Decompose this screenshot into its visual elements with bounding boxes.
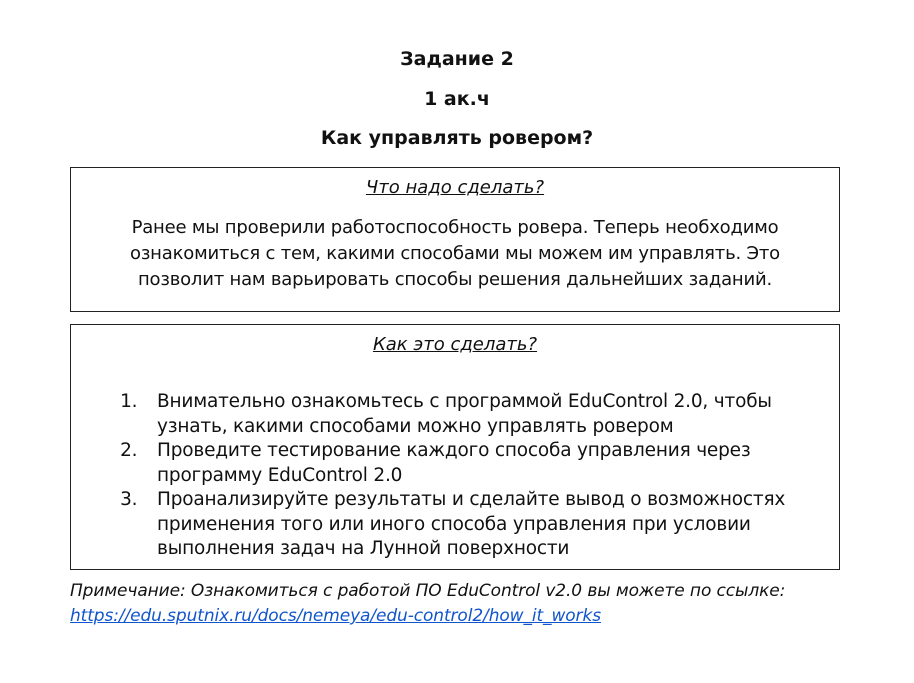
steps-list xyxy=(71,390,839,562)
note xyxy=(70,579,830,629)
task-title: Задание 2 xyxy=(400,48,514,70)
note-text: Примечание: Ознакомиться с работой ПО EduControl v2.0 вы можете по ссылке: xyxy=(70,581,786,601)
step-item: 2. Проведите тестирование каждого способа управления через программу EduControl 2.0 xyxy=(143,439,831,488)
how-to-do-heading: Как это сделать? xyxy=(372,334,538,355)
what-to-do-text: Ранее мы проверили работоспособность ровера. Теперь необходимо ознакомиться с тем, какими способами мы можем им управлять. Это позволит нам варьировать способы решения дальнейших заданий. xyxy=(130,217,780,290)
docs-link[interactable]: https://edu.sputnix.ru/docs/nemeya/edu-control2/how_it_works xyxy=(70,606,601,626)
what-to-do-box xyxy=(70,167,840,312)
step-item: 1. Внимательно ознакомьтесь с программой EduControl 2.0, чтобы узнать, какими способами можно управлять ровером xyxy=(143,390,831,439)
what-to-do-heading: Что надо сделать? xyxy=(365,177,545,198)
step-item: 3. Проанализируйте результаты и сделайте вывод о возможностях применения того или иного способа управления при условии выполнения задач на Лунной поверхности xyxy=(143,488,831,562)
task-hours: 1 ак.ч xyxy=(424,88,490,110)
how-to-do-box xyxy=(70,324,840,570)
task-question: Как управлять ровером? xyxy=(320,127,594,149)
